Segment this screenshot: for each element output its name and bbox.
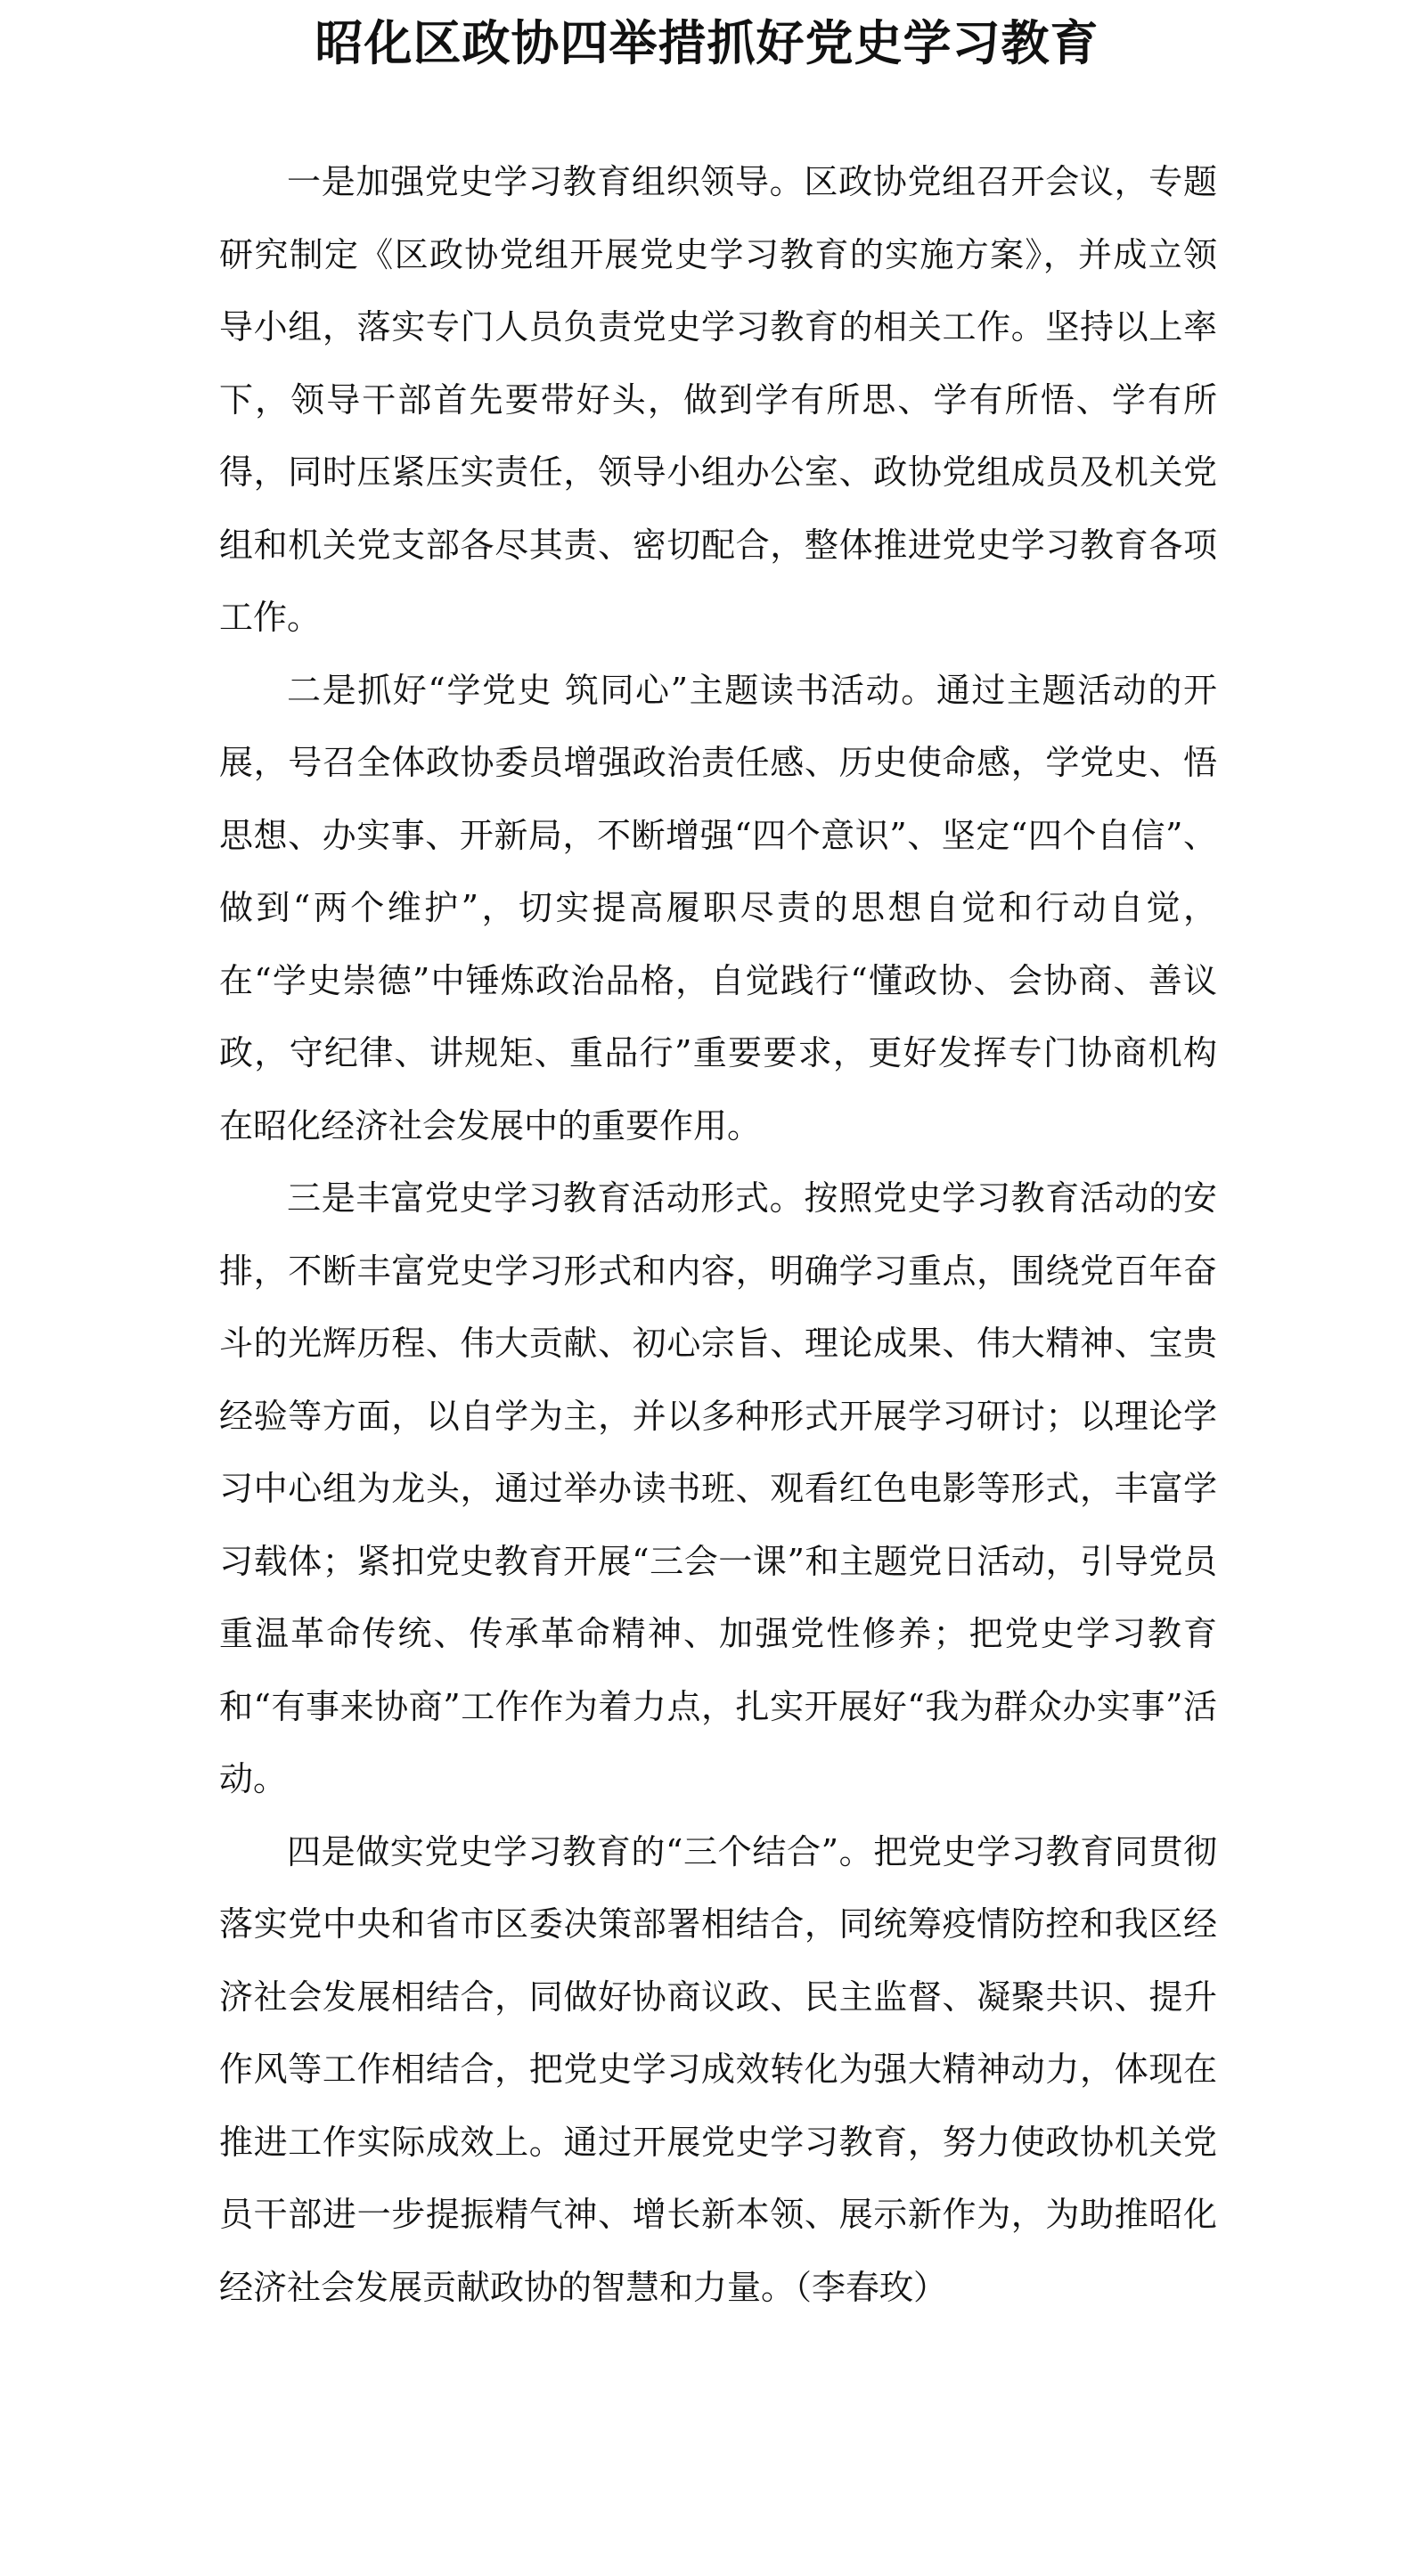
paragraph-3: 三是丰富党史学习教育活动形式。按照党史学习教育活动的安排，不断丰富党史学习形式和内容，明确学习重点，围绕党百年奋斗的光辉历程、伟大贡献、初心宗旨、理论成果、伟大精神、宝贵经验等方面，以自学为主，并以多种形式开展学习研讨；以理论学习中心组为龙头，通过举办读书班、观看红色电影等形式，丰富学习载体；紧扣党史教育开展“三会一课”和主题党日活动，引导党员重温革命传统、传承革命精神、加强党性修养；把党史学习教育和“有事来协商”工作作为着力点，扎实开展好“我为群众办实事”活动。 (219, 1178, 1217, 1798)
paragraph-1: 一是加强党史学习教育组织领导。区政协党组召开会议，专题研究制定《区政协党组开展党史学习教育的实施方案》，并成立领导小组，落实专门人员负责党史学习教育的相关工作。坚持以上率下，领导干部首先要带好头，做到学有所思、学有所悟、学有所得，同时压紧压实责任，领导小组办公室、政协党组成员及机关党组和机关党支部各尽其责、密切配合，整体推进党史学习教育各项工作。 (219, 162, 1217, 637)
article-body (219, 146, 1217, 2324)
paragraph-4: 四是做实党史学习教育的“三个结合”。把党史学习教育同贯彻落实党中央和省市区委决策部署相结合，同统筹疫情防控和我区经济社会发展相结合，同做好协商议政、民主监督、凝聚共识、提升作风等工作相结合，把党史学习成效转化为强大精神动力，体现在推进工作实际成效上。通过开展党史学习教育，努力使政协机关党员干部进一步提振精气神、增长新本领、展示新作为，为助推昭化经济社会发展贡献政协的智慧和力量。（李春玫） (219, 1831, 1217, 2307)
paragraph-2: 二是抓好“学党史 筑同心”主题读书活动。通过主题活动的开展，号召全体政协委员增强政治责任感、历史使命感，学党史、悟思想、办实事、开新局，不断增强“四个意识”、坚定“四个自信”、做到“两个维护”，切实提高履职尽责的思想自觉和行动自觉，在“学史崇德”中锤炼政治品格，自觉践行“懂政协、会协商、善议政，守纪律、讲规矩、重品行”重要要求，更好发挥专门协商机构在昭化经济社会发展中的重要作用。 (219, 670, 1217, 1145)
document-title: 昭化区政协四举措抓好党史学习教育 (315, 14, 1099, 71)
